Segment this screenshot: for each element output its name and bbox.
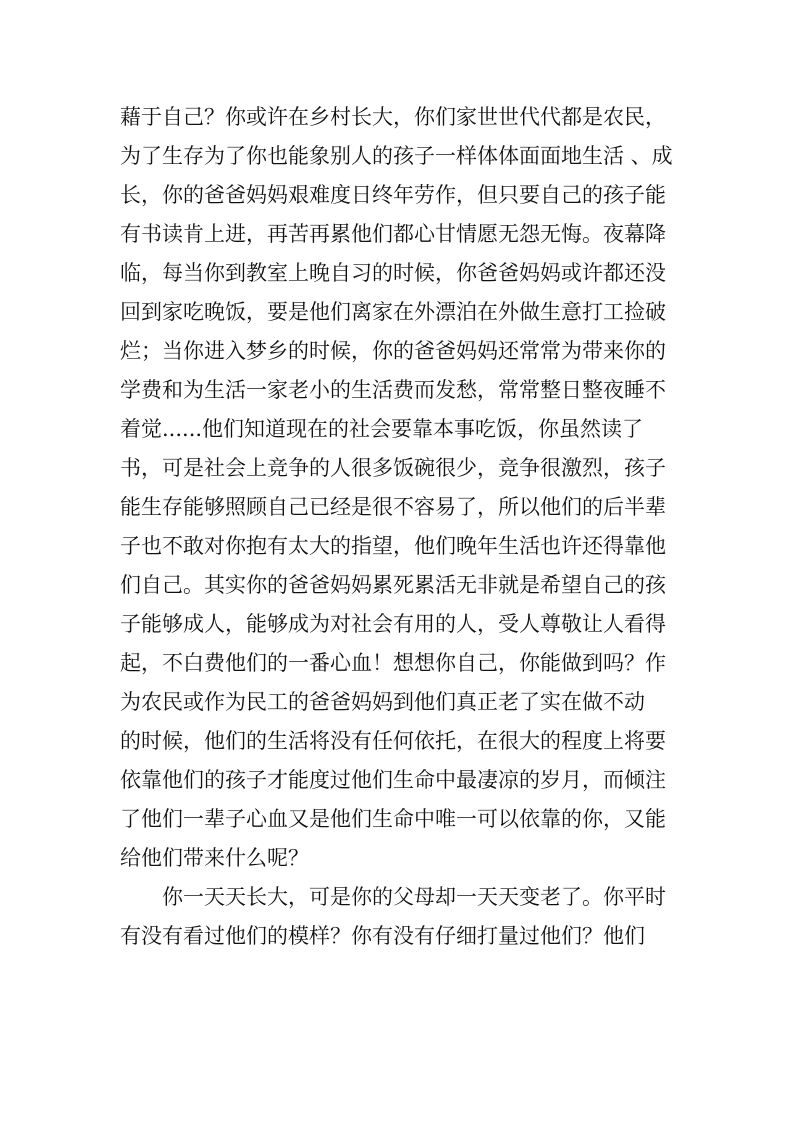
text-line: 临，每当你到教室上晚自习的时候，你爸爸妈妈或许都还没: [120, 261, 666, 285]
paragraph-1: [120, 98, 680, 878]
text-line: 学费和为生活一家老小的生活费而发愁，常常整日整夜睡不: [120, 378, 666, 402]
text-line: 藉于自己？你或许在乡村长大，你们家世世代代都是农民，: [120, 105, 666, 129]
text-line: 了他们一辈子心血又是他们生命中唯一可以依靠的你，又能: [120, 807, 666, 831]
text-line: 有没有看过他们的模样？你有没有仔细打量过他们？他们: [120, 924, 645, 948]
text-line: 依靠他们的孩子才能度过他们生命中最凄凉的岁月，而倾注: [120, 768, 666, 792]
text-line: 着觉......他们知道现在的社会要靠本事吃饭，你虽然读了: [120, 417, 644, 441]
text-line: 起，不白费他们的一番心血！想想你自己，你能做到吗？作: [120, 651, 666, 675]
text-line: 给他们带来什么呢？: [120, 846, 309, 870]
text-line: 子也不敢对你抱有太大的指望，他们晚年生活也许还得靠他: [120, 534, 666, 558]
text-line: 长，你的爸爸妈妈艰难度日终年劳作，但只要自己的孩子能: [120, 183, 666, 207]
text-line: 烂；当你进入梦乡的时候，你的爸爸妈妈还常常为带来你的: [120, 339, 666, 363]
paragraph-2: [120, 878, 680, 956]
text-line: 回到家吃晚饭，要是他们离家在外漂泊在外做生意打工捡破: [120, 300, 666, 324]
text-line: 们自己。其实你的爸爸妈妈累死累活无非就是希望自己的孩: [120, 573, 666, 597]
text-line: 能生存能够照顾自己已经是很不容易了，所以他们的后半辈: [120, 495, 666, 519]
text-line: 的时候，他们的生活将没有任何依托，在很大的程度上将要: [120, 729, 666, 753]
text-line: 你一天天长大，可是你的父母却一天天变老了。你平时: [162, 885, 666, 909]
text-line: 子能够成人，能够成为对社会有用的人，受人尊敬让人看得: [120, 612, 666, 636]
document-body: [120, 98, 680, 956]
text-line: 有书读肯上进，再苦再累他们都心甘情愿无怨无悔。夜幕降: [120, 222, 666, 246]
text-line: 为了生存为了你也能象别人的孩子一样体体面面地生活 、成: [120, 144, 673, 168]
text-line: 为农民或作为民工的爸爸妈妈到他们真正老了实在做不动: [120, 690, 645, 714]
text-line: 书，可是社会上竞争的人很多饭碗很少，竞争很激烈，孩子: [120, 456, 666, 480]
